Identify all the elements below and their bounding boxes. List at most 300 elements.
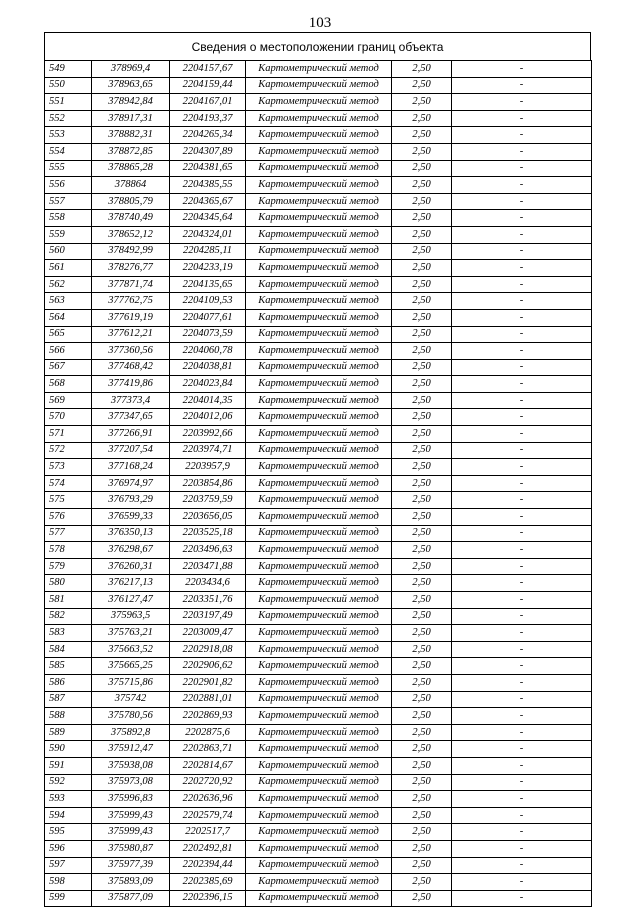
point-number-cell: 596 — [45, 840, 92, 857]
y-coordinate-cell: 2204159,44 — [170, 77, 246, 94]
accuracy-cell: 2,50 — [392, 127, 452, 144]
note-cell: - — [452, 525, 592, 542]
y-coordinate-cell: 2203496,63 — [170, 542, 246, 559]
method-cell: Картометрический метод — [246, 542, 392, 559]
x-coordinate-cell: 377762,75 — [92, 293, 170, 310]
x-coordinate-cell: 377619,19 — [92, 309, 170, 326]
y-coordinate-cell: 2202814,67 — [170, 757, 246, 774]
accuracy-cell: 2,50 — [392, 724, 452, 741]
y-coordinate-cell: 2204060,78 — [170, 343, 246, 360]
note-cell: - — [452, 724, 592, 741]
accuracy-cell: 2,50 — [392, 608, 452, 625]
table-row — [45, 392, 592, 409]
note-cell: - — [452, 874, 592, 891]
x-coordinate-cell: 378872,85 — [92, 143, 170, 160]
note-cell: - — [452, 625, 592, 642]
table-row — [45, 525, 592, 542]
y-coordinate-cell: 2204023,84 — [170, 376, 246, 393]
note-cell: - — [452, 492, 592, 509]
table-row — [45, 558, 592, 575]
method-cell: Картометрический метод — [246, 509, 392, 526]
note-cell: - — [452, 193, 592, 210]
coordinates-table-body — [45, 61, 592, 907]
point-number-cell: 590 — [45, 741, 92, 758]
y-coordinate-cell: 2202869,93 — [170, 708, 246, 725]
method-cell: Картометрический метод — [246, 608, 392, 625]
accuracy-cell: 2,50 — [392, 260, 452, 277]
method-cell: Картометрический метод — [246, 475, 392, 492]
accuracy-cell: 2,50 — [392, 492, 452, 509]
y-coordinate-cell: 2204345,64 — [170, 210, 246, 227]
x-coordinate-cell: 378492,99 — [92, 243, 170, 260]
note-cell: - — [452, 558, 592, 575]
x-coordinate-cell: 378942,84 — [92, 94, 170, 111]
method-cell: Картометрический метод — [246, 61, 392, 78]
table-row — [45, 226, 592, 243]
method-cell: Картометрический метод — [246, 558, 392, 575]
y-coordinate-cell: 2204324,01 — [170, 226, 246, 243]
point-number-cell: 586 — [45, 674, 92, 691]
accuracy-cell: 2,50 — [392, 592, 452, 609]
table-row — [45, 293, 592, 310]
table-row — [45, 857, 592, 874]
y-coordinate-cell: 2204038,81 — [170, 359, 246, 376]
x-coordinate-cell: 375715,86 — [92, 674, 170, 691]
y-coordinate-cell: 2202579,74 — [170, 807, 246, 824]
note-cell: - — [452, 276, 592, 293]
accuracy-cell: 2,50 — [392, 359, 452, 376]
method-cell: Картометрический метод — [246, 442, 392, 459]
table-row — [45, 359, 592, 376]
accuracy-cell: 2,50 — [392, 210, 452, 227]
accuracy-cell: 2,50 — [392, 243, 452, 260]
table-row — [45, 243, 592, 260]
x-coordinate-cell: 378652,12 — [92, 226, 170, 243]
table-row — [45, 442, 592, 459]
point-number-cell: 577 — [45, 525, 92, 542]
point-number-cell: 587 — [45, 691, 92, 708]
accuracy-cell: 2,50 — [392, 525, 452, 542]
accuracy-cell: 2,50 — [392, 509, 452, 526]
note-cell: - — [452, 177, 592, 194]
table-row — [45, 127, 592, 144]
method-cell: Картометрический метод — [246, 143, 392, 160]
method-cell: Картометрический метод — [246, 177, 392, 194]
accuracy-cell: 2,50 — [392, 691, 452, 708]
accuracy-cell: 2,50 — [392, 160, 452, 177]
table-row — [45, 724, 592, 741]
y-coordinate-cell: 2204381,65 — [170, 160, 246, 177]
point-number-cell: 561 — [45, 260, 92, 277]
point-number-cell: 557 — [45, 193, 92, 210]
x-coordinate-cell: 375999,43 — [92, 807, 170, 824]
table-row — [45, 376, 592, 393]
x-coordinate-cell: 376599,33 — [92, 509, 170, 526]
note-cell: - — [452, 243, 592, 260]
y-coordinate-cell: 2203656,05 — [170, 509, 246, 526]
x-coordinate-cell: 375663,52 — [92, 641, 170, 658]
y-coordinate-cell: 2204014,35 — [170, 392, 246, 409]
accuracy-cell: 2,50 — [392, 857, 452, 874]
point-number-cell: 597 — [45, 857, 92, 874]
method-cell: Картометрический метод — [246, 874, 392, 891]
method-cell: Картометрический метод — [246, 376, 392, 393]
method-cell: Картометрический метод — [246, 409, 392, 426]
accuracy-cell: 2,50 — [392, 110, 452, 127]
y-coordinate-cell: 2202918,08 — [170, 641, 246, 658]
y-coordinate-cell: 2204193,37 — [170, 110, 246, 127]
y-coordinate-cell: 2203525,18 — [170, 525, 246, 542]
note-cell: - — [452, 309, 592, 326]
point-number-cell: 579 — [45, 558, 92, 575]
accuracy-cell: 2,50 — [392, 757, 452, 774]
table-row — [45, 708, 592, 725]
note-cell: - — [452, 160, 592, 177]
table-row — [45, 326, 592, 343]
note-cell: - — [452, 542, 592, 559]
table-row — [45, 641, 592, 658]
y-coordinate-cell: 2203974,71 — [170, 442, 246, 459]
note-cell: - — [452, 575, 592, 592]
accuracy-cell: 2,50 — [392, 77, 452, 94]
table-row — [45, 741, 592, 758]
point-number-cell: 581 — [45, 592, 92, 609]
x-coordinate-cell: 375980,87 — [92, 840, 170, 857]
table-row — [45, 61, 592, 78]
point-number-cell: 578 — [45, 542, 92, 559]
point-number-cell: 559 — [45, 226, 92, 243]
method-cell: Картометрический метод — [246, 857, 392, 874]
y-coordinate-cell: 2202720,92 — [170, 774, 246, 791]
accuracy-cell: 2,50 — [392, 276, 452, 293]
accuracy-cell: 2,50 — [392, 475, 452, 492]
note-cell: - — [452, 426, 592, 443]
accuracy-cell: 2,50 — [392, 708, 452, 725]
y-coordinate-cell: 2202901,82 — [170, 674, 246, 691]
point-number-cell: 565 — [45, 326, 92, 343]
x-coordinate-cell: 378882,31 — [92, 127, 170, 144]
x-coordinate-cell: 375893,09 — [92, 874, 170, 891]
note-cell: - — [452, 392, 592, 409]
point-number-cell: 576 — [45, 509, 92, 526]
table-row — [45, 110, 592, 127]
x-coordinate-cell: 377468,42 — [92, 359, 170, 376]
note-cell: - — [452, 475, 592, 492]
note-cell: - — [452, 857, 592, 874]
x-coordinate-cell: 377347,65 — [92, 409, 170, 426]
x-coordinate-cell: 377612,21 — [92, 326, 170, 343]
note-cell: - — [452, 442, 592, 459]
table-row — [45, 542, 592, 559]
y-coordinate-cell: 2204307,89 — [170, 143, 246, 160]
point-number-cell: 582 — [45, 608, 92, 625]
table-header — [44, 32, 591, 61]
accuracy-cell: 2,50 — [392, 193, 452, 210]
x-coordinate-cell: 375996,83 — [92, 791, 170, 808]
point-number-cell: 572 — [45, 442, 92, 459]
point-number-cell: 564 — [45, 309, 92, 326]
point-number-cell: 552 — [45, 110, 92, 127]
table-row — [45, 409, 592, 426]
accuracy-cell: 2,50 — [392, 625, 452, 642]
x-coordinate-cell: 377373,4 — [92, 392, 170, 409]
table-row — [45, 459, 592, 476]
x-coordinate-cell: 377871,74 — [92, 276, 170, 293]
x-coordinate-cell: 375665,25 — [92, 658, 170, 675]
method-cell: Картометрический метод — [246, 293, 392, 310]
table-row — [45, 774, 592, 791]
table-row — [45, 210, 592, 227]
y-coordinate-cell: 2204135,65 — [170, 276, 246, 293]
note-cell: - — [452, 774, 592, 791]
method-cell: Картометрический метод — [246, 708, 392, 725]
x-coordinate-cell: 375877,09 — [92, 890, 170, 907]
y-coordinate-cell: 2202875,6 — [170, 724, 246, 741]
y-coordinate-cell: 2203957,9 — [170, 459, 246, 476]
x-coordinate-cell: 378963,65 — [92, 77, 170, 94]
note-cell: - — [452, 143, 592, 160]
method-cell: Картометрический метод — [246, 110, 392, 127]
note-cell: - — [452, 343, 592, 360]
x-coordinate-cell: 378740,49 — [92, 210, 170, 227]
y-coordinate-cell: 2203009,47 — [170, 625, 246, 642]
point-number-cell: 571 — [45, 426, 92, 443]
accuracy-cell: 2,50 — [392, 542, 452, 559]
note-cell: - — [452, 77, 592, 94]
x-coordinate-cell: 377168,24 — [92, 459, 170, 476]
point-number-cell: 594 — [45, 807, 92, 824]
note-cell: - — [452, 61, 592, 78]
table-row — [45, 757, 592, 774]
table-row — [45, 475, 592, 492]
accuracy-cell: 2,50 — [392, 177, 452, 194]
note-cell: - — [452, 592, 592, 609]
accuracy-cell: 2,50 — [392, 824, 452, 841]
x-coordinate-cell: 375999,43 — [92, 824, 170, 841]
note-cell: - — [452, 741, 592, 758]
y-coordinate-cell: 2202385,69 — [170, 874, 246, 891]
point-number-cell: 554 — [45, 143, 92, 160]
x-coordinate-cell: 378805,79 — [92, 193, 170, 210]
note-cell: - — [452, 359, 592, 376]
point-number-cell: 568 — [45, 376, 92, 393]
method-cell: Картометрический метод — [246, 840, 392, 857]
accuracy-cell: 2,50 — [392, 409, 452, 426]
method-cell: Картометрический метод — [246, 127, 392, 144]
x-coordinate-cell: 375892,8 — [92, 724, 170, 741]
y-coordinate-cell: 2204265,34 — [170, 127, 246, 144]
y-coordinate-cell: 2204285,11 — [170, 243, 246, 260]
x-coordinate-cell: 375977,39 — [92, 857, 170, 874]
note-cell: - — [452, 226, 592, 243]
point-number-cell: 570 — [45, 409, 92, 426]
accuracy-cell: 2,50 — [392, 376, 452, 393]
point-number-cell: 584 — [45, 641, 92, 658]
x-coordinate-cell: 375763,21 — [92, 625, 170, 642]
y-coordinate-cell: 2203434,6 — [170, 575, 246, 592]
method-cell: Картометрический метод — [246, 226, 392, 243]
note-cell: - — [452, 459, 592, 476]
table-row — [45, 608, 592, 625]
method-cell: Картометрический метод — [246, 741, 392, 758]
y-coordinate-cell: 2202396,15 — [170, 890, 246, 907]
method-cell: Картометрический метод — [246, 426, 392, 443]
accuracy-cell: 2,50 — [392, 874, 452, 891]
coordinates-table — [44, 60, 592, 907]
x-coordinate-cell: 378864 — [92, 177, 170, 194]
x-coordinate-cell: 377360,56 — [92, 343, 170, 360]
y-coordinate-cell: 2203351,76 — [170, 592, 246, 609]
note-cell: - — [452, 110, 592, 127]
accuracy-cell: 2,50 — [392, 575, 452, 592]
method-cell: Картометрический метод — [246, 774, 392, 791]
x-coordinate-cell: 376298,67 — [92, 542, 170, 559]
method-cell: Картометрический метод — [246, 641, 392, 658]
y-coordinate-cell: 2204157,67 — [170, 61, 246, 78]
table-row — [45, 674, 592, 691]
page-number: 103 — [308, 15, 332, 31]
method-cell: Картометрический метод — [246, 276, 392, 293]
accuracy-cell: 2,50 — [392, 143, 452, 160]
point-number-cell: 593 — [45, 791, 92, 808]
y-coordinate-cell: 2204233,19 — [170, 260, 246, 277]
point-number-cell: 558 — [45, 210, 92, 227]
point-number-cell: 573 — [45, 459, 92, 476]
table-row — [45, 94, 592, 111]
x-coordinate-cell: 377266,91 — [92, 426, 170, 443]
point-number-cell: 553 — [45, 127, 92, 144]
table-row — [45, 840, 592, 857]
method-cell: Картометрический метод — [246, 525, 392, 542]
point-number-cell: 563 — [45, 293, 92, 310]
point-number-cell: 598 — [45, 874, 92, 891]
method-cell: Картометрический метод — [246, 691, 392, 708]
table-row — [45, 824, 592, 841]
method-cell: Картометрический метод — [246, 160, 392, 177]
method-cell: Картометрический метод — [246, 807, 392, 824]
x-coordinate-cell: 378276,77 — [92, 260, 170, 277]
method-cell: Картометрический метод — [246, 625, 392, 642]
table-title: Сведения о местоположении границ объекта — [191, 39, 444, 54]
y-coordinate-cell: 2202394,44 — [170, 857, 246, 874]
table-row — [45, 492, 592, 509]
method-cell: Картометрический метод — [246, 492, 392, 509]
point-number-cell: 592 — [45, 774, 92, 791]
table-row — [45, 791, 592, 808]
point-number-cell: 567 — [45, 359, 92, 376]
point-number-cell: 575 — [45, 492, 92, 509]
table-row — [45, 691, 592, 708]
accuracy-cell: 2,50 — [392, 226, 452, 243]
note-cell: - — [452, 641, 592, 658]
method-cell: Картометрический метод — [246, 77, 392, 94]
table-row — [45, 592, 592, 609]
accuracy-cell: 2,50 — [392, 658, 452, 675]
accuracy-cell: 2,50 — [392, 293, 452, 310]
point-number-cell: 588 — [45, 708, 92, 725]
x-coordinate-cell: 378865,28 — [92, 160, 170, 177]
note-cell: - — [452, 210, 592, 227]
method-cell: Картометрический метод — [246, 193, 392, 210]
y-coordinate-cell: 2202636,96 — [170, 791, 246, 808]
note-cell: - — [452, 824, 592, 841]
y-coordinate-cell: 2202881,01 — [170, 691, 246, 708]
table-row — [45, 625, 592, 642]
x-coordinate-cell: 377419,86 — [92, 376, 170, 393]
x-coordinate-cell: 376127,47 — [92, 592, 170, 609]
boundary-table-sheet — [44, 32, 591, 907]
note-cell: - — [452, 708, 592, 725]
y-coordinate-cell: 2203759,59 — [170, 492, 246, 509]
note-cell: - — [452, 293, 592, 310]
point-number-cell: 555 — [45, 160, 92, 177]
table-row — [45, 160, 592, 177]
x-coordinate-cell: 375912,47 — [92, 741, 170, 758]
y-coordinate-cell: 2204073,59 — [170, 326, 246, 343]
note-cell: - — [452, 260, 592, 277]
y-coordinate-cell: 2203197,49 — [170, 608, 246, 625]
table-row — [45, 77, 592, 94]
accuracy-cell: 2,50 — [392, 840, 452, 857]
point-number-cell: 562 — [45, 276, 92, 293]
point-number-cell: 589 — [45, 724, 92, 741]
x-coordinate-cell: 376260,31 — [92, 558, 170, 575]
x-coordinate-cell: 377207,54 — [92, 442, 170, 459]
x-coordinate-cell: 375938,08 — [92, 757, 170, 774]
x-coordinate-cell: 378917,31 — [92, 110, 170, 127]
y-coordinate-cell: 2204385,55 — [170, 177, 246, 194]
method-cell: Картометрический метод — [246, 724, 392, 741]
accuracy-cell: 2,50 — [392, 774, 452, 791]
point-number-cell: 595 — [45, 824, 92, 841]
point-number-cell: 569 — [45, 392, 92, 409]
method-cell: Картометрический метод — [246, 392, 392, 409]
table-row — [45, 509, 592, 526]
accuracy-cell: 2,50 — [392, 674, 452, 691]
table-row — [45, 193, 592, 210]
method-cell: Картометрический метод — [246, 326, 392, 343]
method-cell: Картометрический метод — [246, 658, 392, 675]
method-cell: Картометрический метод — [246, 359, 392, 376]
accuracy-cell: 2,50 — [392, 558, 452, 575]
point-number-cell: 583 — [45, 625, 92, 642]
y-coordinate-cell: 2202906,62 — [170, 658, 246, 675]
accuracy-cell: 2,50 — [392, 94, 452, 111]
accuracy-cell: 2,50 — [392, 791, 452, 808]
note-cell: - — [452, 409, 592, 426]
method-cell: Картометрический метод — [246, 674, 392, 691]
note-cell: - — [452, 94, 592, 111]
method-cell: Картометрический метод — [246, 343, 392, 360]
accuracy-cell: 2,50 — [392, 309, 452, 326]
point-number-cell: 556 — [45, 177, 92, 194]
note-cell: - — [452, 608, 592, 625]
table-row — [45, 807, 592, 824]
method-cell: Картометрический метод — [246, 757, 392, 774]
y-coordinate-cell: 2204167,01 — [170, 94, 246, 111]
note-cell: - — [452, 757, 592, 774]
accuracy-cell: 2,50 — [392, 442, 452, 459]
accuracy-cell: 2,50 — [392, 459, 452, 476]
method-cell: Картометрический метод — [246, 210, 392, 227]
table-row — [45, 890, 592, 907]
method-cell: Картометрический метод — [246, 94, 392, 111]
method-cell: Картометрический метод — [246, 791, 392, 808]
point-number-cell: 591 — [45, 757, 92, 774]
point-number-cell: 580 — [45, 575, 92, 592]
accuracy-cell: 2,50 — [392, 741, 452, 758]
y-coordinate-cell: 2203992,66 — [170, 426, 246, 443]
